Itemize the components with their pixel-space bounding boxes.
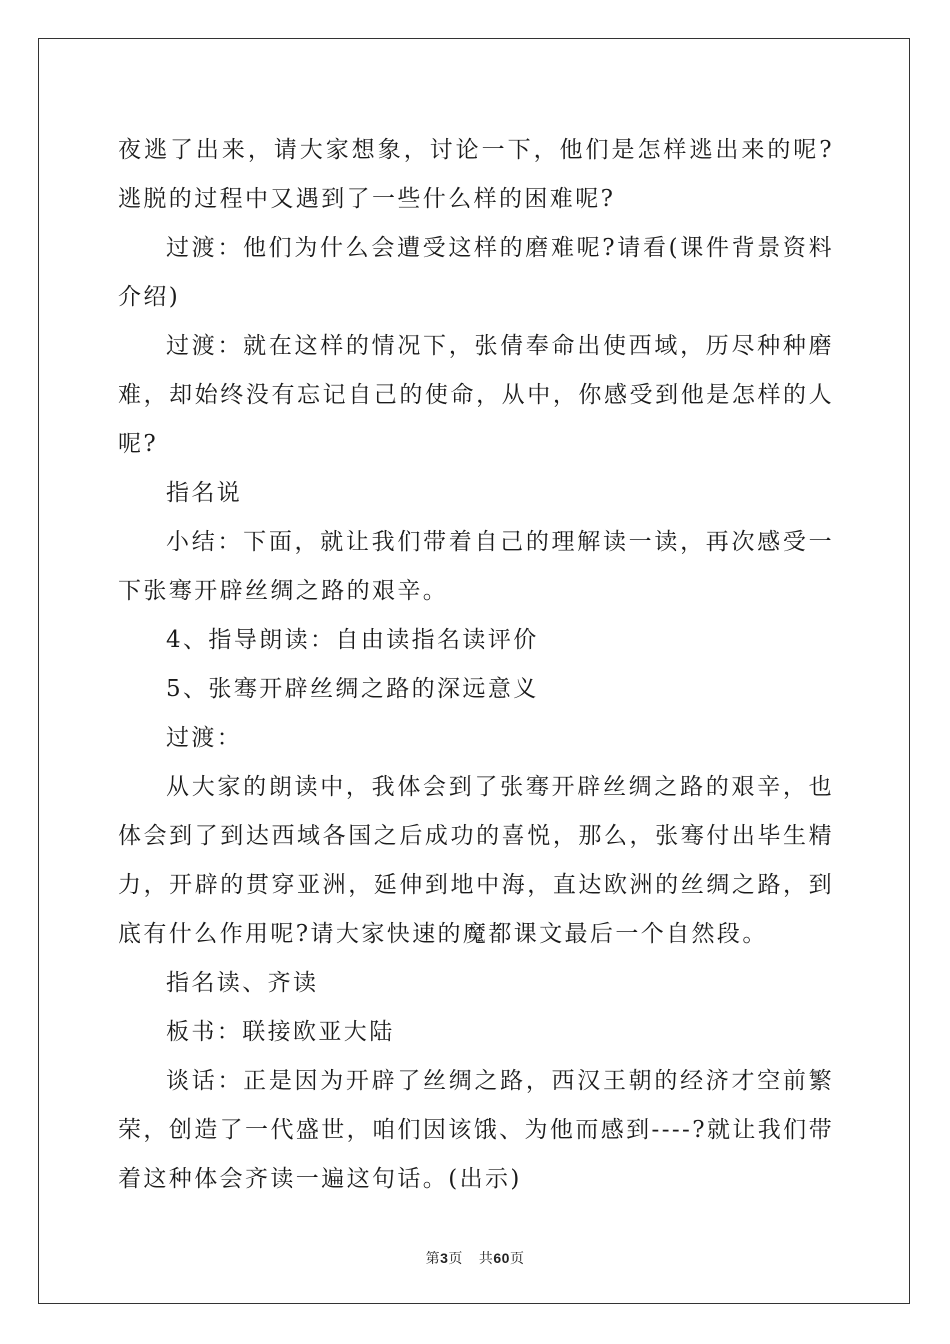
- paragraph-transition-label: 过渡：: [166, 725, 243, 751]
- total-prefix: 共: [478, 1251, 494, 1267]
- paragraph-transition-2: 过渡：就在这样的情况下，张倩奉命出使西域，历尽种种磨难，却始终没有忘记自己的使命，从中，你感受到他是怎样的人呢?: [118, 333, 834, 457]
- paragraph-call-on-students: 指名说: [166, 480, 243, 506]
- paragraph-talk: 谈话：正是因为开辟了丝绸之路，西汉王朝的经济才空前繁荣，创造了一代盛世，咱们因该饿、为他而感到----?就让我们带着这种体会齐读一遍这句话。(出示): [118, 1068, 834, 1192]
- document-body: [118, 126, 834, 1204]
- paragraph-blackboard: 板书：联接欧亚大陆: [166, 1019, 395, 1045]
- paragraph-step-4: 4、指导朗读：自由读指名读评价: [166, 627, 539, 653]
- paragraph-summary: 小结：下面，就让我们带着自己的理解读一读，再次感受一下张骞开辟丝绸之路的艰辛。: [118, 529, 834, 604]
- page-number: 3: [440, 1250, 449, 1266]
- page-prefix: 第: [425, 1251, 441, 1267]
- page-footer: [0, 1248, 950, 1268]
- page-suffix: 页: [448, 1251, 463, 1267]
- paragraph-continuation: 夜逃了出来，请大家想象，讨论一下，他们是怎样逃出来的呢?逃脱的过程中又遇到了一些什么样的困难呢?: [118, 137, 834, 212]
- paragraph-read-aloud: 指名读、齐读: [166, 970, 319, 996]
- paragraph-step-5: 5、张骞开辟丝绸之路的深远意义: [166, 676, 539, 702]
- total-pages: 60: [493, 1250, 510, 1266]
- paragraph-transition-1: 过渡：他们为什么会遭受这样的磨难呢?请看(课件背景资料介绍): [118, 235, 834, 310]
- paragraph-reading-reflection: 从大家的朗读中，我体会到了张骞开辟丝绸之路的艰辛，也体会到了到达西域各国之后成功的喜悦，那么，张骞付出毕生精力，开辟的贯穿亚洲，延伸到地中海，直达欧洲的丝绸之路，到底有什么作用呢?请大家快速的魔都课文最后一个自然段。: [118, 774, 834, 947]
- total-suffix: 页: [509, 1251, 525, 1267]
